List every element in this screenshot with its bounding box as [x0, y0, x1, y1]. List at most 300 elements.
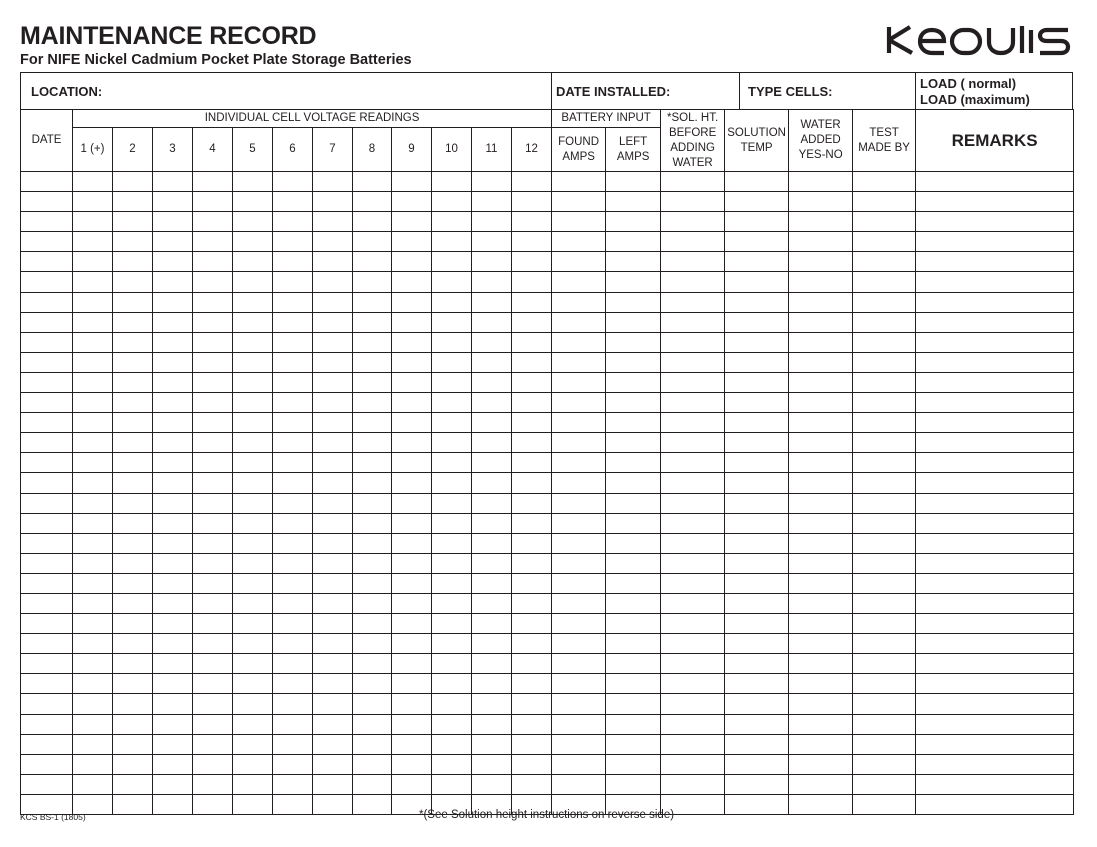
table-cell[interactable] [21, 553, 73, 573]
table-cell[interactable] [472, 292, 512, 312]
table-cell[interactable] [472, 493, 512, 513]
table-cell[interactable] [432, 774, 472, 794]
table-cell[interactable] [789, 714, 853, 734]
table-cell[interactable] [512, 272, 552, 292]
table-cell[interactable] [725, 192, 789, 212]
table-cell[interactable] [661, 372, 725, 392]
table-cell[interactable] [273, 654, 313, 674]
table-cell[interactable] [512, 473, 552, 493]
table-cell[interactable] [392, 473, 432, 493]
table-cell[interactable] [153, 192, 193, 212]
table-cell[interactable] [853, 252, 916, 272]
table-cell[interactable] [472, 553, 512, 573]
table-cell[interactable] [725, 754, 789, 774]
table-cell[interactable] [273, 332, 313, 352]
table-cell[interactable] [512, 192, 552, 212]
table-cell[interactable] [725, 513, 789, 533]
table-cell[interactable] [353, 593, 392, 613]
table-cell[interactable] [606, 694, 661, 714]
table-cell[interactable] [606, 192, 661, 212]
table-cell[interactable] [313, 533, 353, 553]
table-cell[interactable] [153, 332, 193, 352]
table-cell[interactable] [73, 694, 113, 714]
table-cell[interactable] [353, 352, 392, 372]
table-cell[interactable] [353, 212, 392, 232]
table-cell[interactable] [512, 654, 552, 674]
table-cell[interactable] [661, 172, 725, 192]
table-cell[interactable] [853, 332, 916, 352]
table-cell[interactable] [273, 754, 313, 774]
table-cell[interactable] [273, 292, 313, 312]
table-cell[interactable] [853, 794, 916, 814]
table-cell[interactable] [916, 352, 1074, 372]
table-cell[interactable] [392, 734, 432, 754]
table-cell[interactable] [432, 654, 472, 674]
table-cell[interactable] [661, 252, 725, 272]
table-cell[interactable] [233, 614, 273, 634]
table-cell[interactable] [21, 332, 73, 352]
table-cell[interactable] [512, 312, 552, 332]
table-cell[interactable] [392, 573, 432, 593]
table-cell[interactable] [193, 372, 233, 392]
table-cell[interactable] [552, 614, 606, 634]
table-cell[interactable] [472, 694, 512, 714]
table-cell[interactable] [916, 493, 1074, 513]
table-cell[interactable] [73, 714, 113, 734]
table-cell[interactable] [233, 734, 273, 754]
table-cell[interactable] [113, 332, 153, 352]
table-cell[interactable] [313, 634, 353, 654]
table-cell[interactable] [313, 513, 353, 533]
table-cell[interactable] [113, 172, 153, 192]
table-cell[interactable] [73, 573, 113, 593]
table-cell[interactable] [552, 433, 606, 453]
table-cell[interactable] [353, 533, 392, 553]
table-cell[interactable] [432, 292, 472, 312]
table-cell[interactable] [233, 272, 273, 292]
table-cell[interactable] [21, 372, 73, 392]
table-cell[interactable] [661, 272, 725, 292]
table-cell[interactable] [353, 172, 392, 192]
table-cell[interactable] [273, 352, 313, 372]
table-cell[interactable] [661, 754, 725, 774]
table-cell[interactable] [313, 553, 353, 573]
table-cell[interactable] [233, 332, 273, 352]
table-cell[interactable] [313, 372, 353, 392]
table-cell[interactable] [472, 413, 512, 433]
table-cell[interactable] [606, 393, 661, 413]
table-cell[interactable] [153, 674, 193, 694]
table-cell[interactable] [21, 634, 73, 654]
table-cell[interactable] [73, 232, 113, 252]
table-cell[interactable] [273, 312, 313, 332]
table-cell[interactable] [552, 513, 606, 533]
table-cell[interactable] [392, 634, 432, 654]
table-cell[interactable] [725, 453, 789, 473]
table-cell[interactable] [512, 513, 552, 533]
date-installed-field[interactable] [552, 73, 740, 110]
table-cell[interactable] [552, 473, 606, 493]
table-cell[interactable] [193, 734, 233, 754]
table-cell[interactable] [472, 192, 512, 212]
table-cell[interactable] [725, 794, 789, 814]
table-cell[interactable] [193, 533, 233, 553]
table-cell[interactable] [853, 493, 916, 513]
table-cell[interactable] [233, 192, 273, 212]
table-cell[interactable] [73, 272, 113, 292]
table-cell[interactable] [661, 212, 725, 232]
table-cell[interactable] [916, 734, 1074, 754]
table-cell[interactable] [313, 272, 353, 292]
table-cell[interactable] [725, 734, 789, 754]
table-cell[interactable] [193, 614, 233, 634]
table-cell[interactable] [661, 714, 725, 734]
table-cell[interactable] [73, 393, 113, 413]
table-cell[interactable] [313, 352, 353, 372]
table-cell[interactable] [472, 332, 512, 352]
table-cell[interactable] [153, 172, 193, 192]
table-cell[interactable] [472, 674, 512, 694]
table-cell[interactable] [153, 553, 193, 573]
table-cell[interactable] [21, 533, 73, 553]
table-cell[interactable] [233, 232, 273, 252]
table-cell[interactable] [725, 473, 789, 493]
table-cell[interactable] [273, 614, 313, 634]
table-cell[interactable] [916, 774, 1074, 794]
table-cell[interactable] [432, 312, 472, 332]
table-cell[interactable] [113, 513, 153, 533]
table-cell[interactable] [853, 513, 916, 533]
table-cell[interactable] [916, 614, 1074, 634]
table-cell[interactable] [21, 774, 73, 794]
table-cell[interactable] [606, 593, 661, 613]
table-cell[interactable] [606, 332, 661, 352]
table-cell[interactable] [153, 372, 193, 392]
table-cell[interactable] [21, 654, 73, 674]
table-cell[interactable] [193, 794, 233, 814]
table-cell[interactable] [789, 413, 853, 433]
table-cell[interactable] [853, 754, 916, 774]
table-cell[interactable] [73, 553, 113, 573]
table-cell[interactable] [472, 272, 512, 292]
table-cell[interactable] [512, 593, 552, 613]
table-cell[interactable] [472, 714, 512, 734]
table-cell[interactable] [661, 694, 725, 714]
table-cell[interactable] [512, 352, 552, 372]
table-cell[interactable] [153, 352, 193, 372]
table-cell[interactable] [472, 754, 512, 774]
table-cell[interactable] [73, 312, 113, 332]
table-cell[interactable] [472, 433, 512, 453]
table-cell[interactable] [725, 614, 789, 634]
table-cell[interactable] [661, 232, 725, 252]
table-cell[interactable] [313, 172, 353, 192]
table-cell[interactable] [73, 614, 113, 634]
table-cell[interactable] [273, 593, 313, 613]
table-cell[interactable] [353, 372, 392, 392]
table-cell[interactable] [661, 533, 725, 553]
load-field[interactable] [916, 73, 1073, 110]
table-cell[interactable] [552, 413, 606, 433]
table-cell[interactable] [853, 292, 916, 312]
table-cell[interactable] [725, 393, 789, 413]
table-cell[interactable] [789, 453, 853, 473]
table-cell[interactable] [432, 513, 472, 533]
table-cell[interactable] [853, 593, 916, 613]
table-cell[interactable] [233, 212, 273, 232]
table-cell[interactable] [661, 513, 725, 533]
table-cell[interactable] [273, 513, 313, 533]
table-cell[interactable] [113, 372, 153, 392]
table-cell[interactable] [233, 292, 273, 312]
table-cell[interactable] [193, 573, 233, 593]
table-cell[interactable] [113, 252, 153, 272]
table-cell[interactable] [916, 533, 1074, 553]
table-cell[interactable] [353, 393, 392, 413]
table-cell[interactable] [472, 453, 512, 473]
table-cell[interactable] [73, 473, 113, 493]
table-cell[interactable] [153, 533, 193, 553]
table-cell[interactable] [472, 352, 512, 372]
table-cell[interactable] [661, 573, 725, 593]
table-cell[interactable] [113, 694, 153, 714]
table-cell[interactable] [853, 573, 916, 593]
table-cell[interactable] [73, 372, 113, 392]
table-cell[interactable] [21, 714, 73, 734]
table-cell[interactable] [606, 172, 661, 192]
table-cell[interactable] [153, 433, 193, 453]
table-cell[interactable] [725, 553, 789, 573]
table-cell[interactable] [916, 593, 1074, 613]
table-cell[interactable] [353, 312, 392, 332]
table-cell[interactable] [273, 192, 313, 212]
table-cell[interactable] [552, 192, 606, 212]
table-cell[interactable] [73, 172, 113, 192]
table-cell[interactable] [193, 172, 233, 192]
table-cell[interactable] [113, 232, 153, 252]
table-cell[interactable] [21, 192, 73, 212]
table-cell[interactable] [233, 172, 273, 192]
table-cell[interactable] [853, 433, 916, 453]
table-cell[interactable] [472, 573, 512, 593]
table-cell[interactable] [916, 754, 1074, 774]
table-cell[interactable] [153, 473, 193, 493]
table-cell[interactable] [661, 292, 725, 312]
table-cell[interactable] [233, 413, 273, 433]
table-cell[interactable] [392, 252, 432, 272]
table-cell[interactable] [392, 533, 432, 553]
table-cell[interactable] [432, 172, 472, 192]
table-cell[interactable] [725, 272, 789, 292]
table-cell[interactable] [392, 172, 432, 192]
table-cell[interactable] [853, 774, 916, 794]
table-cell[interactable] [273, 634, 313, 654]
table-cell[interactable] [916, 654, 1074, 674]
table-cell[interactable] [432, 694, 472, 714]
table-cell[interactable] [392, 433, 432, 453]
table-cell[interactable] [789, 553, 853, 573]
table-cell[interactable] [353, 292, 392, 312]
table-cell[interactable] [73, 433, 113, 453]
table-cell[interactable] [552, 654, 606, 674]
table-cell[interactable] [73, 674, 113, 694]
table-cell[interactable] [916, 674, 1074, 694]
table-cell[interactable] [193, 413, 233, 433]
table-cell[interactable] [606, 453, 661, 473]
table-cell[interactable] [233, 774, 273, 794]
table-cell[interactable] [725, 493, 789, 513]
table-cell[interactable] [512, 372, 552, 392]
table-cell[interactable] [273, 533, 313, 553]
table-cell[interactable] [789, 734, 853, 754]
table-cell[interactable] [916, 433, 1074, 453]
table-cell[interactable] [853, 654, 916, 674]
table-cell[interactable] [392, 212, 432, 232]
table-cell[interactable] [916, 272, 1074, 292]
table-cell[interactable] [353, 774, 392, 794]
table-cell[interactable] [789, 252, 853, 272]
table-cell[interactable] [21, 473, 73, 493]
table-cell[interactable] [193, 312, 233, 332]
table-cell[interactable] [606, 272, 661, 292]
table-cell[interactable] [512, 292, 552, 312]
table-cell[interactable] [725, 232, 789, 252]
table-cell[interactable] [432, 393, 472, 413]
table-cell[interactable] [606, 252, 661, 272]
table-cell[interactable] [193, 192, 233, 212]
table-cell[interactable] [789, 473, 853, 493]
table-cell[interactable] [273, 694, 313, 714]
table-cell[interactable] [853, 312, 916, 332]
table-cell[interactable] [273, 393, 313, 413]
table-cell[interactable] [432, 453, 472, 473]
table-cell[interactable] [853, 393, 916, 413]
table-cell[interactable] [606, 513, 661, 533]
table-cell[interactable] [273, 232, 313, 252]
table-cell[interactable] [273, 794, 313, 814]
table-cell[interactable] [661, 674, 725, 694]
table-cell[interactable] [606, 614, 661, 634]
table-cell[interactable] [21, 734, 73, 754]
table-cell[interactable] [432, 332, 472, 352]
table-cell[interactable] [193, 593, 233, 613]
table-cell[interactable] [432, 734, 472, 754]
table-cell[interactable] [21, 272, 73, 292]
table-cell[interactable] [353, 252, 392, 272]
table-cell[interactable] [432, 533, 472, 553]
table-cell[interactable] [661, 634, 725, 654]
table-cell[interactable] [552, 553, 606, 573]
type-cells-field[interactable] [740, 73, 916, 110]
table-cell[interactable] [353, 513, 392, 533]
table-cell[interactable] [725, 172, 789, 192]
table-cell[interactable] [916, 453, 1074, 473]
table-cell[interactable] [193, 352, 233, 372]
table-cell[interactable] [552, 674, 606, 694]
table-cell[interactable] [853, 674, 916, 694]
table-cell[interactable] [725, 372, 789, 392]
table-cell[interactable] [472, 654, 512, 674]
table-cell[interactable] [233, 654, 273, 674]
table-cell[interactable] [233, 433, 273, 453]
table-cell[interactable] [725, 674, 789, 694]
table-cell[interactable] [916, 573, 1074, 593]
table-cell[interactable] [392, 352, 432, 372]
table-cell[interactable] [193, 332, 233, 352]
table-cell[interactable] [233, 573, 273, 593]
table-cell[interactable] [73, 593, 113, 613]
table-cell[interactable] [432, 674, 472, 694]
table-cell[interactable] [789, 433, 853, 453]
table-cell[interactable] [153, 593, 193, 613]
table-cell[interactable] [552, 493, 606, 513]
table-cell[interactable] [916, 694, 1074, 714]
table-cell[interactable] [193, 774, 233, 794]
table-cell[interactable] [432, 252, 472, 272]
table-cell[interactable] [432, 212, 472, 232]
table-cell[interactable] [73, 413, 113, 433]
table-cell[interactable] [113, 734, 153, 754]
table-cell[interactable] [73, 453, 113, 473]
location-field[interactable] [21, 73, 552, 110]
table-cell[interactable] [606, 232, 661, 252]
table-cell[interactable] [916, 634, 1074, 654]
table-cell[interactable] [392, 192, 432, 212]
table-cell[interactable] [113, 473, 153, 493]
table-cell[interactable] [392, 593, 432, 613]
table-cell[interactable] [661, 473, 725, 493]
table-cell[interactable] [113, 433, 153, 453]
table-cell[interactable] [725, 292, 789, 312]
table-cell[interactable] [113, 774, 153, 794]
table-cell[interactable] [606, 714, 661, 734]
table-cell[interactable] [606, 634, 661, 654]
table-cell[interactable] [552, 734, 606, 754]
table-cell[interactable] [73, 332, 113, 352]
table-cell[interactable] [153, 573, 193, 593]
table-cell[interactable] [472, 614, 512, 634]
table-cell[interactable] [353, 754, 392, 774]
table-cell[interactable] [233, 493, 273, 513]
table-cell[interactable] [916, 553, 1074, 573]
table-cell[interactable] [512, 252, 552, 272]
table-cell[interactable] [233, 593, 273, 613]
table-cell[interactable] [606, 674, 661, 694]
table-cell[interactable] [73, 734, 113, 754]
table-cell[interactable] [392, 292, 432, 312]
table-cell[interactable] [512, 694, 552, 714]
table-cell[interactable] [853, 413, 916, 433]
table-cell[interactable] [153, 252, 193, 272]
table-cell[interactable] [789, 654, 853, 674]
table-cell[interactable] [661, 393, 725, 413]
table-cell[interactable] [853, 533, 916, 553]
table-cell[interactable] [789, 493, 853, 513]
table-cell[interactable] [73, 754, 113, 774]
table-cell[interactable] [853, 232, 916, 252]
table-cell[interactable] [789, 352, 853, 372]
table-cell[interactable] [313, 654, 353, 674]
table-cell[interactable] [353, 794, 392, 814]
table-cell[interactable] [73, 654, 113, 674]
table-cell[interactable] [21, 694, 73, 714]
table-cell[interactable] [113, 573, 153, 593]
table-cell[interactable] [392, 714, 432, 734]
table-cell[interactable] [193, 513, 233, 533]
table-cell[interactable] [113, 553, 153, 573]
table-cell[interactable] [21, 433, 73, 453]
table-cell[interactable] [193, 453, 233, 473]
